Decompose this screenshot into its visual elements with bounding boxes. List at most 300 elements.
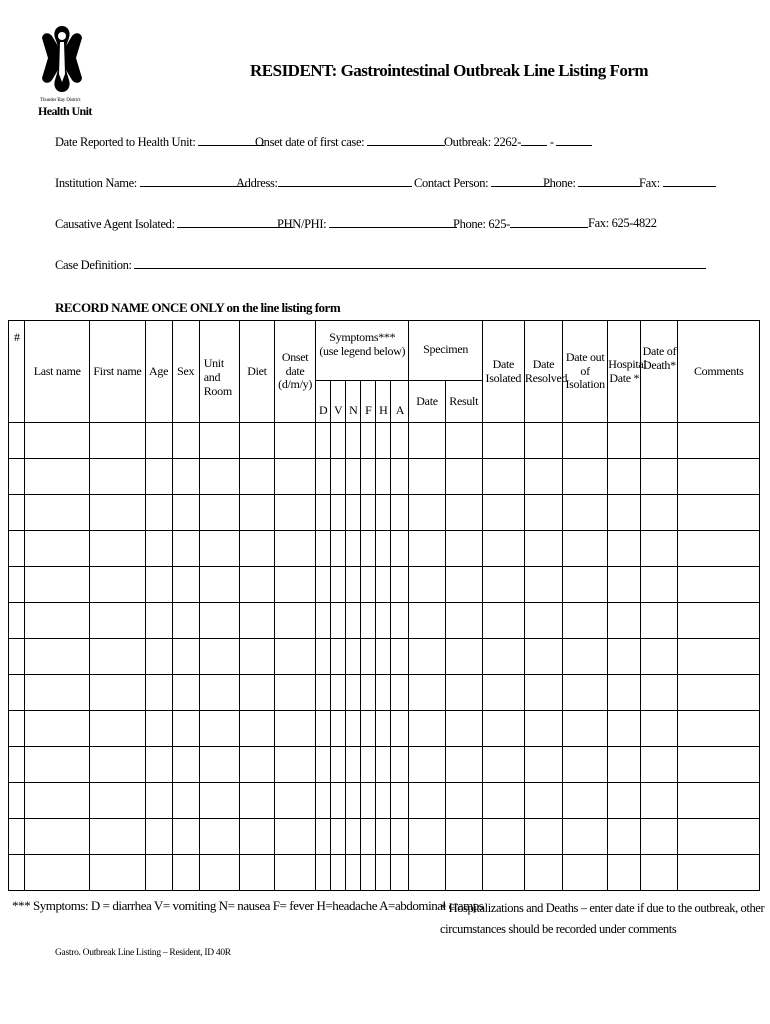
onset-first-case-field[interactable] bbox=[255, 134, 445, 150]
table-cell[interactable] bbox=[563, 459, 608, 495]
table-cell[interactable] bbox=[361, 639, 376, 675]
table-cell[interactable] bbox=[172, 783, 199, 819]
table-cell[interactable] bbox=[9, 423, 25, 459]
table-cell[interactable] bbox=[678, 711, 760, 747]
table-cell[interactable] bbox=[331, 603, 346, 639]
table-cell[interactable] bbox=[376, 855, 391, 891]
table-cell[interactable] bbox=[391, 423, 409, 459]
table-cell[interactable] bbox=[331, 819, 346, 855]
table-cell[interactable] bbox=[376, 495, 391, 531]
table-cell[interactable] bbox=[316, 603, 331, 639]
table-cell[interactable] bbox=[678, 855, 760, 891]
table-cell[interactable] bbox=[361, 459, 376, 495]
table-cell[interactable] bbox=[9, 459, 25, 495]
table-cell[interactable] bbox=[445, 495, 482, 531]
table-cell[interactable] bbox=[346, 459, 361, 495]
table-cell[interactable] bbox=[331, 711, 346, 747]
phone2-blank[interactable] bbox=[510, 216, 588, 228]
table-cell[interactable] bbox=[239, 639, 274, 675]
table-cell[interactable] bbox=[346, 711, 361, 747]
address-field[interactable] bbox=[236, 175, 412, 191]
table-cell[interactable] bbox=[346, 639, 361, 675]
table-cell[interactable] bbox=[199, 675, 239, 711]
table-cell[interactable] bbox=[445, 747, 482, 783]
table-cell[interactable] bbox=[275, 855, 316, 891]
table-cell[interactable] bbox=[563, 675, 608, 711]
causative-agent-field[interactable] bbox=[55, 216, 293, 232]
table-cell[interactable] bbox=[361, 783, 376, 819]
table-cell[interactable] bbox=[346, 531, 361, 567]
table-cell[interactable] bbox=[331, 747, 346, 783]
table-cell[interactable] bbox=[641, 819, 678, 855]
table-cell[interactable] bbox=[199, 639, 239, 675]
table-cell[interactable] bbox=[25, 639, 90, 675]
table-cell[interactable] bbox=[361, 819, 376, 855]
table-cell[interactable] bbox=[482, 603, 524, 639]
outbreak-blank-2[interactable] bbox=[556, 134, 592, 146]
table-cell[interactable] bbox=[524, 711, 562, 747]
table-cell[interactable] bbox=[25, 531, 90, 567]
table-cell[interactable] bbox=[641, 783, 678, 819]
table-cell[interactable] bbox=[445, 675, 482, 711]
table-cell[interactable] bbox=[524, 603, 562, 639]
table-cell[interactable] bbox=[239, 531, 274, 567]
table-cell[interactable] bbox=[678, 603, 760, 639]
table-cell[interactable] bbox=[331, 783, 346, 819]
outbreak-field[interactable] bbox=[444, 134, 592, 150]
table-cell[interactable] bbox=[239, 423, 274, 459]
table-cell[interactable] bbox=[239, 819, 274, 855]
table-cell[interactable] bbox=[9, 639, 25, 675]
table-cell[interactable] bbox=[239, 711, 274, 747]
table-cell[interactable] bbox=[172, 711, 199, 747]
table-cell[interactable] bbox=[608, 783, 641, 819]
table-cell[interactable] bbox=[445, 459, 482, 495]
table-cell[interactable] bbox=[482, 459, 524, 495]
table-cell[interactable] bbox=[391, 855, 409, 891]
table-cell[interactable] bbox=[9, 531, 25, 567]
table-cell[interactable] bbox=[346, 603, 361, 639]
table-cell[interactable] bbox=[409, 819, 445, 855]
table-cell[interactable] bbox=[376, 531, 391, 567]
table-cell[interactable] bbox=[409, 747, 445, 783]
table-cell[interactable] bbox=[391, 783, 409, 819]
table-cell[interactable] bbox=[361, 567, 376, 603]
table-cell[interactable] bbox=[678, 783, 760, 819]
table-cell[interactable] bbox=[391, 495, 409, 531]
table-cell[interactable] bbox=[239, 459, 274, 495]
table-cell[interactable] bbox=[678, 675, 760, 711]
table-cell[interactable] bbox=[316, 747, 331, 783]
table-cell[interactable] bbox=[391, 819, 409, 855]
phn-phi-field[interactable] bbox=[277, 216, 457, 232]
table-cell[interactable] bbox=[482, 639, 524, 675]
table-cell[interactable] bbox=[346, 783, 361, 819]
institution-name-field[interactable] bbox=[55, 175, 246, 191]
table-cell[interactable] bbox=[409, 459, 445, 495]
table-cell[interactable] bbox=[316, 423, 331, 459]
table-cell[interactable] bbox=[90, 603, 145, 639]
table-cell[interactable] bbox=[25, 711, 90, 747]
table-cell[interactable] bbox=[563, 603, 608, 639]
table-cell[interactable] bbox=[641, 567, 678, 603]
table-cell[interactable] bbox=[376, 639, 391, 675]
table-cell[interactable] bbox=[608, 423, 641, 459]
address-blank[interactable] bbox=[278, 175, 412, 187]
table-cell[interactable] bbox=[563, 747, 608, 783]
table-cell[interactable] bbox=[9, 567, 25, 603]
table-cell[interactable] bbox=[172, 855, 199, 891]
table-cell[interactable] bbox=[361, 423, 376, 459]
table-cell[interactable] bbox=[145, 603, 172, 639]
table-cell[interactable] bbox=[608, 855, 641, 891]
table-cell[interactable] bbox=[524, 783, 562, 819]
table-cell[interactable] bbox=[90, 567, 145, 603]
table-cell[interactable] bbox=[145, 495, 172, 531]
phone-blank[interactable] bbox=[578, 175, 640, 187]
table-cell[interactable] bbox=[346, 855, 361, 891]
table-cell[interactable] bbox=[199, 495, 239, 531]
table-cell[interactable] bbox=[90, 783, 145, 819]
table-cell[interactable] bbox=[90, 711, 145, 747]
table-cell[interactable] bbox=[145, 423, 172, 459]
table-cell[interactable] bbox=[172, 639, 199, 675]
table-cell[interactable] bbox=[172, 495, 199, 531]
table-cell[interactable] bbox=[608, 747, 641, 783]
table-cell[interactable] bbox=[445, 639, 482, 675]
table-cell[interactable] bbox=[275, 459, 316, 495]
table-cell[interactable] bbox=[563, 639, 608, 675]
table-cell[interactable] bbox=[409, 567, 445, 603]
table-cell[interactable] bbox=[482, 711, 524, 747]
phn-phi-blank[interactable] bbox=[329, 216, 457, 228]
table-cell[interactable] bbox=[239, 567, 274, 603]
table-cell[interactable] bbox=[409, 783, 445, 819]
case-definition-blank[interactable] bbox=[134, 257, 706, 269]
table-cell[interactable] bbox=[90, 459, 145, 495]
table-cell[interactable] bbox=[563, 567, 608, 603]
table-cell[interactable] bbox=[641, 675, 678, 711]
table-cell[interactable] bbox=[445, 603, 482, 639]
table-cell[interactable] bbox=[376, 711, 391, 747]
table-cell[interactable] bbox=[563, 495, 608, 531]
table-cell[interactable] bbox=[172, 531, 199, 567]
table-cell[interactable] bbox=[275, 675, 316, 711]
table-cell[interactable] bbox=[316, 783, 331, 819]
table-cell[interactable] bbox=[172, 459, 199, 495]
table-cell[interactable] bbox=[376, 747, 391, 783]
table-cell[interactable] bbox=[524, 459, 562, 495]
table-cell[interactable] bbox=[172, 675, 199, 711]
table-cell[interactable] bbox=[391, 711, 409, 747]
table-cell[interactable] bbox=[9, 819, 25, 855]
table-cell[interactable] bbox=[145, 819, 172, 855]
table-cell[interactable] bbox=[361, 855, 376, 891]
table-cell[interactable] bbox=[9, 747, 25, 783]
table-cell[interactable] bbox=[608, 675, 641, 711]
table-cell[interactable] bbox=[239, 675, 274, 711]
table-cell[interactable] bbox=[275, 819, 316, 855]
table-cell[interactable] bbox=[331, 855, 346, 891]
table-cell[interactable] bbox=[331, 639, 346, 675]
table-cell[interactable] bbox=[199, 459, 239, 495]
table-cell[interactable] bbox=[145, 711, 172, 747]
table-cell[interactable] bbox=[376, 783, 391, 819]
table-cell[interactable] bbox=[25, 747, 90, 783]
onset-first-case-blank[interactable] bbox=[367, 134, 445, 146]
table-cell[interactable] bbox=[25, 603, 90, 639]
table-cell[interactable] bbox=[172, 567, 199, 603]
table-cell[interactable] bbox=[275, 639, 316, 675]
table-cell[interactable] bbox=[90, 495, 145, 531]
table-cell[interactable] bbox=[145, 747, 172, 783]
table-cell[interactable] bbox=[608, 603, 641, 639]
table-cell[interactable] bbox=[9, 675, 25, 711]
table-cell[interactable] bbox=[239, 495, 274, 531]
table-cell[interactable] bbox=[608, 495, 641, 531]
table-cell[interactable] bbox=[275, 747, 316, 783]
table-cell[interactable] bbox=[409, 675, 445, 711]
table-cell[interactable] bbox=[563, 783, 608, 819]
table-cell[interactable] bbox=[275, 495, 316, 531]
table-cell[interactable] bbox=[316, 495, 331, 531]
table-cell[interactable] bbox=[316, 531, 331, 567]
table-cell[interactable] bbox=[9, 603, 25, 639]
table-cell[interactable] bbox=[445, 783, 482, 819]
table-cell[interactable] bbox=[239, 855, 274, 891]
table-cell[interactable] bbox=[331, 459, 346, 495]
table-cell[interactable] bbox=[172, 423, 199, 459]
table-cell[interactable] bbox=[331, 423, 346, 459]
table-cell[interactable] bbox=[199, 423, 239, 459]
table-cell[interactable] bbox=[199, 711, 239, 747]
table-cell[interactable] bbox=[275, 423, 316, 459]
table-cell[interactable] bbox=[563, 819, 608, 855]
table-cell[interactable] bbox=[346, 423, 361, 459]
table-cell[interactable] bbox=[316, 819, 331, 855]
table-cell[interactable] bbox=[90, 819, 145, 855]
table-cell[interactable] bbox=[316, 855, 331, 891]
table-cell[interactable] bbox=[678, 747, 760, 783]
table-cell[interactable] bbox=[331, 495, 346, 531]
table-cell[interactable] bbox=[563, 855, 608, 891]
table-cell[interactable] bbox=[678, 423, 760, 459]
table-cell[interactable] bbox=[391, 675, 409, 711]
table-cell[interactable] bbox=[376, 603, 391, 639]
table-cell[interactable] bbox=[409, 855, 445, 891]
table-cell[interactable] bbox=[445, 531, 482, 567]
table-cell[interactable] bbox=[90, 423, 145, 459]
table-cell[interactable] bbox=[90, 675, 145, 711]
table-cell[interactable] bbox=[199, 855, 239, 891]
table-cell[interactable] bbox=[482, 675, 524, 711]
table-cell[interactable] bbox=[641, 711, 678, 747]
table-cell[interactable] bbox=[391, 567, 409, 603]
phone-field[interactable] bbox=[543, 175, 640, 191]
table-cell[interactable] bbox=[641, 747, 678, 783]
table-cell[interactable] bbox=[608, 639, 641, 675]
table-cell[interactable] bbox=[524, 675, 562, 711]
table-cell[interactable] bbox=[25, 459, 90, 495]
table-cell[interactable] bbox=[172, 819, 199, 855]
table-cell[interactable] bbox=[331, 531, 346, 567]
table-cell[interactable] bbox=[331, 567, 346, 603]
table-cell[interactable] bbox=[482, 531, 524, 567]
table-cell[interactable] bbox=[346, 819, 361, 855]
table-cell[interactable] bbox=[524, 423, 562, 459]
table-cell[interactable] bbox=[199, 603, 239, 639]
table-cell[interactable] bbox=[25, 855, 90, 891]
table-cell[interactable] bbox=[199, 747, 239, 783]
table-cell[interactable] bbox=[608, 459, 641, 495]
table-cell[interactable] bbox=[376, 567, 391, 603]
table-cell[interactable] bbox=[641, 423, 678, 459]
table-cell[interactable] bbox=[25, 495, 90, 531]
table-cell[interactable] bbox=[9, 711, 25, 747]
table-cell[interactable] bbox=[524, 855, 562, 891]
table-cell[interactable] bbox=[482, 855, 524, 891]
table-cell[interactable] bbox=[482, 495, 524, 531]
table-cell[interactable] bbox=[391, 531, 409, 567]
table-cell[interactable] bbox=[172, 603, 199, 639]
phone2-field[interactable] bbox=[453, 216, 588, 232]
table-cell[interactable] bbox=[409, 531, 445, 567]
table-cell[interactable] bbox=[331, 675, 346, 711]
table-cell[interactable] bbox=[409, 711, 445, 747]
table-cell[interactable] bbox=[316, 639, 331, 675]
table-cell[interactable] bbox=[25, 783, 90, 819]
outbreak-blank-1[interactable] bbox=[521, 134, 547, 146]
table-cell[interactable] bbox=[376, 819, 391, 855]
table-cell[interactable] bbox=[391, 603, 409, 639]
table-cell[interactable] bbox=[641, 603, 678, 639]
table-cell[interactable] bbox=[563, 423, 608, 459]
table-cell[interactable] bbox=[524, 567, 562, 603]
table-cell[interactable] bbox=[145, 531, 172, 567]
table-cell[interactable] bbox=[678, 531, 760, 567]
table-cell[interactable] bbox=[361, 675, 376, 711]
table-cell[interactable] bbox=[199, 567, 239, 603]
table-cell[interactable] bbox=[346, 567, 361, 603]
table-cell[interactable] bbox=[482, 783, 524, 819]
table-cell[interactable] bbox=[391, 747, 409, 783]
table-cell[interactable] bbox=[25, 423, 90, 459]
table-cell[interactable] bbox=[524, 747, 562, 783]
table-cell[interactable] bbox=[641, 459, 678, 495]
table-cell[interactable] bbox=[409, 495, 445, 531]
table-cell[interactable] bbox=[608, 819, 641, 855]
table-cell[interactable] bbox=[409, 423, 445, 459]
table-cell[interactable] bbox=[641, 855, 678, 891]
table-cell[interactable] bbox=[145, 855, 172, 891]
table-cell[interactable] bbox=[275, 567, 316, 603]
table-cell[interactable] bbox=[90, 747, 145, 783]
case-definition-field[interactable] bbox=[55, 257, 706, 273]
table-cell[interactable] bbox=[482, 423, 524, 459]
table-cell[interactable] bbox=[641, 495, 678, 531]
table-cell[interactable] bbox=[445, 567, 482, 603]
table-cell[interactable] bbox=[90, 531, 145, 567]
table-cell[interactable] bbox=[376, 423, 391, 459]
table-cell[interactable] bbox=[316, 567, 331, 603]
table-cell[interactable] bbox=[316, 675, 331, 711]
table-cell[interactable] bbox=[239, 783, 274, 819]
table-cell[interactable] bbox=[678, 459, 760, 495]
table-cell[interactable] bbox=[275, 711, 316, 747]
table-cell[interactable] bbox=[376, 459, 391, 495]
table-cell[interactable] bbox=[445, 855, 482, 891]
table-cell[interactable] bbox=[25, 675, 90, 711]
table-cell[interactable] bbox=[482, 819, 524, 855]
table-cell[interactable] bbox=[524, 495, 562, 531]
table-cell[interactable] bbox=[172, 747, 199, 783]
table-cell[interactable] bbox=[678, 567, 760, 603]
table-cell[interactable] bbox=[145, 783, 172, 819]
date-reported-field[interactable] bbox=[55, 134, 264, 150]
table-cell[interactable] bbox=[275, 531, 316, 567]
table-cell[interactable] bbox=[608, 531, 641, 567]
fax-field[interactable] bbox=[639, 175, 716, 191]
table-cell[interactable] bbox=[346, 747, 361, 783]
table-cell[interactable] bbox=[199, 531, 239, 567]
table-cell[interactable] bbox=[641, 639, 678, 675]
table-cell[interactable] bbox=[9, 855, 25, 891]
table-cell[interactable] bbox=[608, 711, 641, 747]
table-cell[interactable] bbox=[275, 783, 316, 819]
table-cell[interactable] bbox=[409, 639, 445, 675]
table-cell[interactable] bbox=[145, 639, 172, 675]
table-cell[interactable] bbox=[199, 783, 239, 819]
table-cell[interactable] bbox=[239, 603, 274, 639]
table-cell[interactable] bbox=[524, 819, 562, 855]
table-cell[interactable] bbox=[376, 675, 391, 711]
table-cell[interactable] bbox=[361, 495, 376, 531]
table-cell[interactable] bbox=[25, 819, 90, 855]
table-cell[interactable] bbox=[391, 639, 409, 675]
table-cell[interactable] bbox=[316, 459, 331, 495]
table-cell[interactable] bbox=[678, 639, 760, 675]
table-cell[interactable] bbox=[482, 567, 524, 603]
table-cell[interactable] bbox=[524, 531, 562, 567]
table-cell[interactable] bbox=[346, 495, 361, 531]
table-cell[interactable] bbox=[563, 711, 608, 747]
table-cell[interactable] bbox=[145, 567, 172, 603]
institution-name-blank[interactable] bbox=[140, 175, 246, 187]
table-cell[interactable] bbox=[9, 783, 25, 819]
table-cell[interactable] bbox=[90, 639, 145, 675]
table-cell[interactable] bbox=[563, 531, 608, 567]
fax-blank[interactable] bbox=[663, 175, 716, 187]
table-cell[interactable] bbox=[391, 459, 409, 495]
table-cell[interactable] bbox=[316, 711, 331, 747]
table-cell[interactable] bbox=[608, 567, 641, 603]
table-cell[interactable] bbox=[239, 747, 274, 783]
table-cell[interactable] bbox=[361, 531, 376, 567]
table-cell[interactable] bbox=[445, 819, 482, 855]
table-cell[interactable] bbox=[9, 495, 25, 531]
contact-person-field[interactable] bbox=[414, 175, 551, 191]
table-cell[interactable] bbox=[678, 819, 760, 855]
table-cell[interactable] bbox=[445, 711, 482, 747]
table-cell[interactable] bbox=[445, 423, 482, 459]
table-cell[interactable] bbox=[145, 459, 172, 495]
table-cell[interactable] bbox=[145, 675, 172, 711]
table-cell[interactable] bbox=[641, 531, 678, 567]
table-cell[interactable] bbox=[90, 855, 145, 891]
table-cell[interactable] bbox=[361, 711, 376, 747]
table-cell[interactable] bbox=[361, 747, 376, 783]
table-cell[interactable] bbox=[482, 747, 524, 783]
